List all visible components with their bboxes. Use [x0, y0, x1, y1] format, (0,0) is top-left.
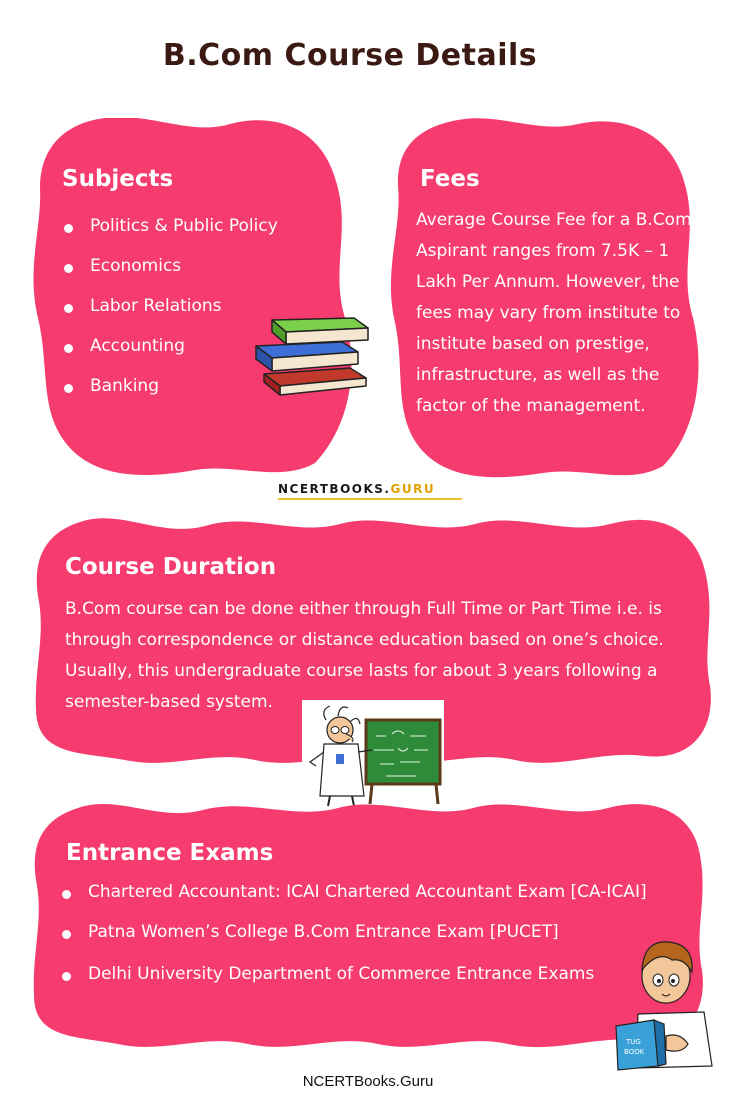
footer-credit: NCERTBooks.Guru	[302, 1073, 434, 1090]
fees-line: Aspirant ranges from 7.5K – 1	[416, 241, 670, 261]
page-title: B.Com Course Details	[162, 38, 538, 73]
fees-line: Lakh Per Annum. However, the	[416, 272, 680, 292]
exams-card	[28, 800, 708, 1050]
exams-list	[62, 882, 647, 984]
bullet-icon	[64, 304, 73, 313]
svg-text:TUG: TUG	[626, 1038, 641, 1046]
list-item: Chartered Accountant: ICAI Chartered Accountant Exam [CA-ICAI]	[62, 882, 647, 902]
subjects-list	[64, 216, 278, 396]
list-item: Labor Relations	[64, 296, 278, 316]
bullet-icon	[64, 384, 73, 393]
fees-line: infrastructure, as well as the	[416, 365, 660, 385]
subjects-card	[30, 118, 360, 475]
books-icon	[250, 316, 372, 398]
duration-line: Usually, this undergraduate course lasts for about 3 years following a	[65, 661, 658, 681]
list-item: Economics	[64, 256, 278, 276]
fees-line: institute based on prestige,	[416, 334, 650, 354]
fees-heading: Fees	[420, 166, 480, 192]
duration-line: through correspondence or distance education based on one’s choice.	[65, 630, 664, 650]
list-item: Accounting	[64, 336, 278, 356]
bullet-icon	[64, 264, 73, 273]
duration-line: semester-based system.	[65, 692, 273, 712]
list-item: Politics & Public Policy	[64, 216, 278, 236]
professor-chalkboard-icon	[302, 700, 444, 808]
list-item: Delhi University Department of Commerce Entrance Exams	[62, 964, 647, 984]
fees-card	[388, 118, 706, 478]
list-item: Banking	[64, 376, 278, 396]
fees-line: fees may vary from institute to	[416, 303, 681, 323]
svg-text:BOOK: BOOK	[624, 1048, 645, 1056]
fees-line: Average Course Fee for a B.Com	[416, 210, 692, 230]
bullet-icon	[62, 930, 71, 939]
duration-heading: Course Duration	[65, 554, 277, 580]
bullet-icon	[64, 344, 73, 353]
exams-heading: Entrance Exams	[66, 840, 274, 866]
watermark-underline	[278, 498, 462, 500]
fees-line: factor of the management.	[416, 396, 646, 416]
fees-text	[416, 205, 706, 422]
bullet-icon	[64, 224, 73, 233]
boy-reading-icon	[608, 940, 714, 1072]
bullet-icon	[62, 972, 71, 981]
subjects-heading: Subjects	[62, 166, 174, 192]
list-item: Patna Women’s College B.Com Entrance Exam [PUCET]	[62, 922, 647, 942]
duration-line: B.Com course can be done either through Full Time or Part Time i.e. is	[65, 599, 662, 619]
watermark-logo: NCERTBOOKS.GURU	[278, 482, 435, 496]
bullet-icon	[62, 890, 71, 899]
